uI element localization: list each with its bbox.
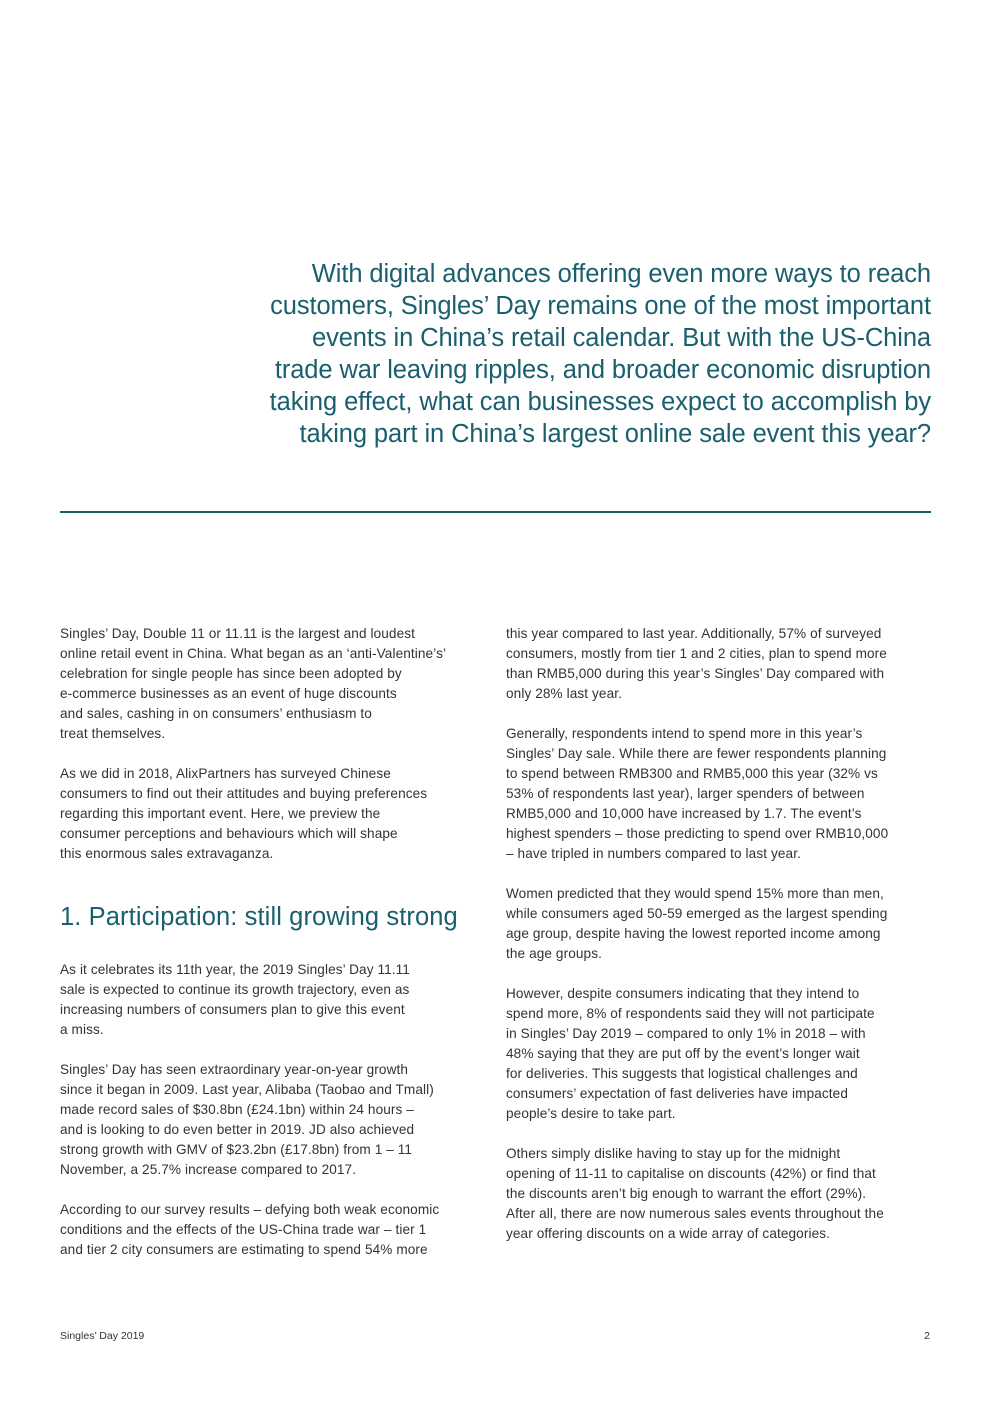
paragraph-spend-more: [506, 624, 936, 704]
paragraph-spending-brackets: [506, 724, 936, 864]
text-line: consumers to find out their attitudes and buying preferences: [60, 786, 428, 801]
text-line: the age groups.: [506, 946, 602, 961]
intro-line: trade war leaving ripples, and broader economic disruption: [274, 356, 931, 384]
text-line: However, despite consumers indicating that they intend to: [506, 986, 860, 1001]
intro-line: taking part in China’s largest online sale event this year?: [299, 420, 931, 448]
paragraph-survey-results: [60, 1200, 490, 1260]
paragraph-demographics: [506, 884, 936, 964]
paragraph-history: [60, 1060, 490, 1180]
text-line: strong growth with GMV of $23.2bn (£17.8bn) from 1 – 11: [60, 1142, 413, 1157]
intro-line: customers, Singles’ Day remains one of the most important: [270, 292, 931, 320]
text-line: Singles’ Day, Double 11 or 11.11 is the largest and loudest: [60, 626, 416, 641]
paragraph-survey: [60, 764, 490, 864]
text-line: age group, despite having the lowest reported income among: [506, 926, 881, 941]
text-line: Generally, respondents intend to spend more in this year’s: [506, 726, 863, 741]
intro-line: events in China’s retail calendar. But with the US-China: [311, 324, 931, 352]
footer-title: Singles’ Day 2019: [60, 1330, 145, 1342]
text-line: and sales, cashing in on consumers’ enthusiasm to: [60, 706, 372, 721]
text-line: only 28% last year.: [506, 686, 622, 701]
text-line: November, a 25.7% increase compared to 2017.: [60, 1162, 357, 1177]
text-line: made record sales of $30.8bn (£24.1bn) within 24 hours –: [60, 1102, 414, 1117]
paragraph-non-participation: [506, 984, 936, 1124]
intro-line: With digital advances offering even more ways to reach: [311, 260, 931, 288]
text-line: the discounts aren’t big enough to warrant the effort (29%).: [506, 1186, 867, 1201]
text-line: RMB5,000 and 10,000 have increased by 1.7. The event’s: [506, 806, 862, 821]
text-line: celebration for single people has since been adopted by: [60, 666, 402, 681]
text-line: this year compared to last year. Additionally, 57% of surveyed: [506, 626, 882, 641]
intro-pull-quote: [231, 258, 931, 450]
left-column: [60, 624, 490, 1280]
page-number: 2: [924, 1330, 930, 1342]
text-line: consumers, mostly from tier 1 and 2 cities, plan to spend more: [506, 646, 887, 661]
text-line: opening of 11-11 to capitalise on discounts (42%) or find that: [506, 1166, 876, 1181]
text-line: According to our survey results – defying both weak economic: [60, 1202, 440, 1217]
text-line: to spend between RMB300 and RMB5,000 this year (32% vs: [506, 766, 878, 781]
paragraph-growth: [60, 960, 490, 1040]
intro-line: taking effect, what can businesses expect to accomplish by: [269, 388, 931, 416]
text-line: regarding this important event. Here, we preview the: [60, 806, 381, 821]
text-line: Singles’ Day sale. While there are fewer respondents planning: [506, 746, 887, 761]
text-line: online retail event in China. What began as an ‘anti-Valentine’s’: [60, 646, 447, 661]
text-line: year offering discounts on a wide array of categories.: [506, 1226, 831, 1241]
text-line: increasing numbers of consumers plan to give this event: [60, 1002, 405, 1017]
text-line: As it celebrates its 11th year, the 2019 Singles’ Day 11.11: [60, 962, 410, 977]
text-line: Women predicted that they would spend 15% more than men,: [506, 886, 884, 901]
text-line: treat themselves.: [60, 726, 166, 741]
text-line: 53% of respondents last year), larger spenders of between: [506, 786, 865, 801]
text-line: e-commerce businesses as an event of huge discounts: [60, 686, 397, 701]
text-line: and is looking to do even better in 2019. JD also achieved: [60, 1122, 415, 1137]
text-line: and tier 2 city consumers are estimating to spend 54% more: [60, 1242, 428, 1257]
section-heading: 1. Participation: still growing strong: [60, 903, 458, 931]
text-line: spend more, 8% of respondents said they will not participate: [506, 1006, 875, 1021]
paragraph-intro: [60, 624, 490, 744]
right-column: [506, 624, 936, 1264]
paragraph-dislikes: [506, 1144, 936, 1244]
text-line: conditions and the effects of the US-China trade war – tier 1: [60, 1222, 427, 1237]
text-line: since it began in 2009. Last year, Alibaba (Taobao and Tmall): [60, 1082, 434, 1097]
text-line: this enormous sales extravaganza.: [60, 846, 274, 861]
text-line: 48% saying that they are put off by the event’s longer wait: [506, 1046, 860, 1061]
text-line: highest spenders – those predicting to spend over RMB10,000: [506, 826, 889, 841]
text-line: Others simply dislike having to stay up for the midnight: [506, 1146, 841, 1161]
text-line: in Singles’ Day 2019 – compared to only 1% in 2018 – with: [506, 1026, 866, 1041]
text-line: than RMB5,000 during this year’s Singles’ Day compared with: [506, 666, 885, 681]
text-line: a miss.: [60, 1022, 104, 1037]
text-line: consumer perceptions and behaviours which will shape: [60, 826, 398, 841]
text-line: As we did in 2018, AlixPartners has surveyed Chinese: [60, 766, 391, 781]
text-line: while consumers aged 50-59 emerged as the largest spending: [506, 906, 888, 921]
text-line: consumers’ expectation of fast deliveries have impacted: [506, 1086, 848, 1101]
text-line: sale is expected to continue its growth trajectory, even as: [60, 982, 410, 997]
text-line: – have tripled in numbers compared to last year.: [506, 846, 801, 861]
section-divider: [60, 511, 931, 513]
text-line: Singles’ Day has seen extraordinary year-on-year growth: [60, 1062, 409, 1077]
text-line: for deliveries. This suggests that logistical challenges and: [506, 1066, 858, 1081]
text-line: people’s desire to take part.: [506, 1106, 676, 1121]
text-line: After all, there are now numerous sales events throughout the: [506, 1206, 884, 1221]
